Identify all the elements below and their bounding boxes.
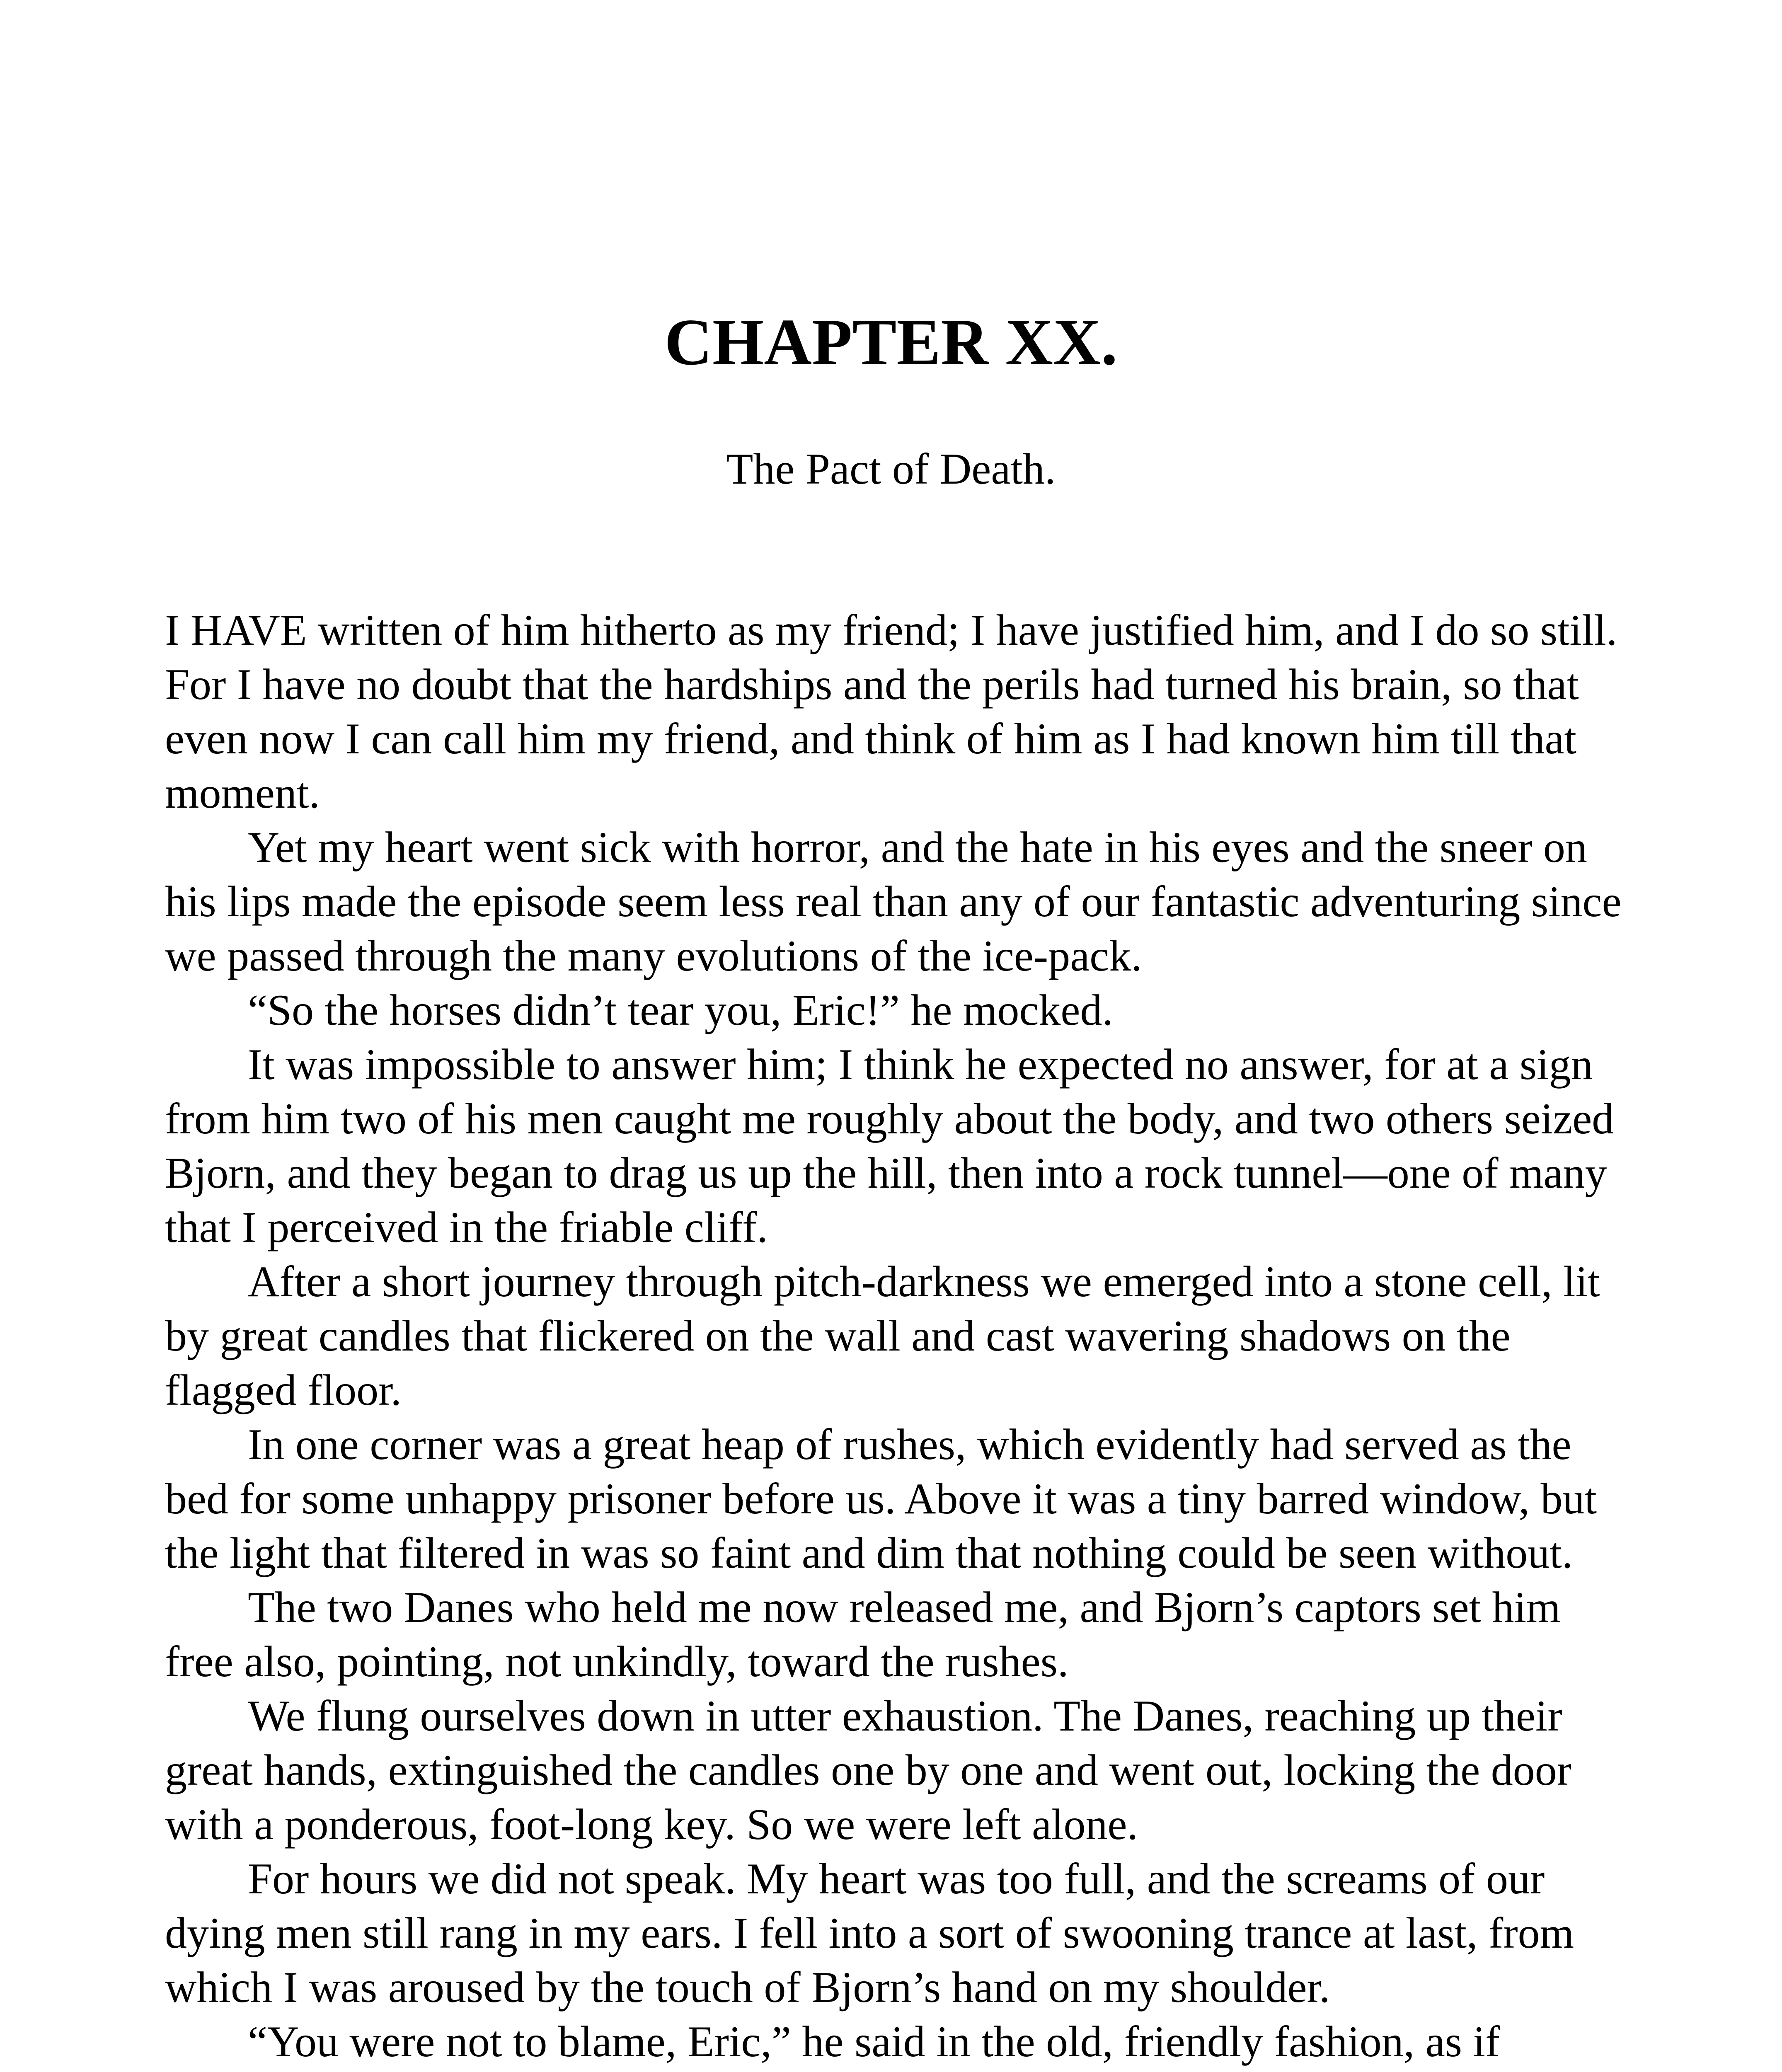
paragraph: “So the horses didn’t tear you, Eric!” he mocked.	[248, 986, 1113, 1034]
paragraph: The two Danes who held me now released me, and Bjorn’s captors set him free also, pointing, not unkindly, toward the rushes.	[165, 1583, 1561, 1686]
paragraph: We flung ourselves down in utter exhaustion. The Danes, reaching up their great hands, extinguished the candles one by one and went out, locking the door with a ponderous, foot-long key. So we were left alone.	[165, 1692, 1572, 1849]
paragraph: “You were not to blame, Eric,” he said in the old, friendly fashion, as if	[248, 2017, 1500, 2066]
paragraph: I HAVE written of him hitherto as my friend; I have justified him, and I do so still. For I have no doubt that the hardships and the perils had turned his brain, so that even now I can call him my friend, and think of him as I had known him till that moment.	[165, 606, 1617, 817]
chapter-body	[165, 603, 1632, 2072]
paragraph: For hours we did not speak. My heart was too full, and the screams of our dying men still rang in my ears. I fell into a sort of swooning trance at last, from which I was aroused by the touch of Bjorn’s hand on my shoulder.	[165, 1854, 1574, 2011]
paragraph: After a short journey through pitch-darkness we emerged into a stone cell, lit by great candles that flickered on the wall and cast wavering shadows on the flagged floor.	[165, 1257, 1600, 1414]
chapter-title: CHAPTER XX.	[664, 305, 1118, 379]
paragraph: It was impossible to answer him; I think he expected no answer, for at a sign from him two of his men caught me roughly about the body, and two others seized Bjorn, and they began to drag us up the hill, then into a rock tunnel—one of many that I perceived in the friable cliff.	[165, 1040, 1614, 1251]
chapter-subtitle: The Pact of Death.	[726, 445, 1056, 493]
paragraph: In one corner was a great heap of rushes, which evidently had served as the bed for some unhappy prisoner before us. Above it was a tiny barred window, but the light that filtered in was so faint and dim that nothing could be seen without.	[165, 1420, 1597, 1577]
paragraph: Yet my heart went sick with horror, and the hate in his eyes and the sneer on his lips made the episode seem less real than any of our fantastic adventuring since we passed through the many evolutions of the ice-pack.	[165, 823, 1622, 980]
